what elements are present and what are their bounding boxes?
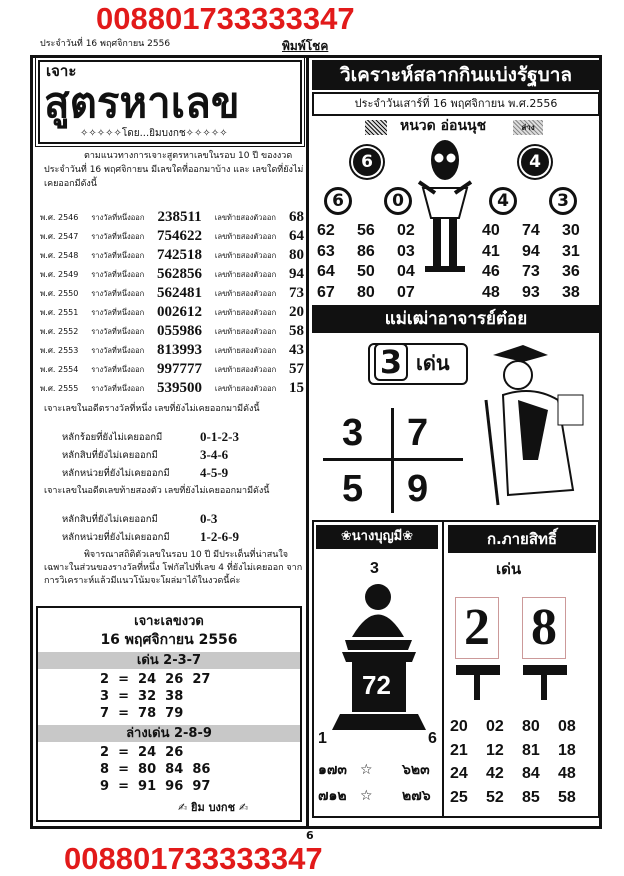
title-box	[38, 60, 302, 144]
tail-number: 43	[289, 342, 304, 358]
missing-first-heading: เจาะเลขในอดีตรางวัลที่หนึ่ง เลขที่ยังไม่เคยออกมามีดังนี้	[44, 404, 260, 414]
tail-number: 80	[289, 247, 304, 263]
number-cell: 07	[397, 283, 415, 301]
number-cell: 30	[562, 222, 580, 239]
signature-name: ยิม บงกช	[191, 801, 236, 814]
number-cell: 48	[558, 765, 576, 782]
table-row	[40, 322, 304, 341]
pagoda-illustration	[330, 582, 430, 732]
tail-label: เลขท้ายสองตัวออก	[214, 345, 277, 355]
table-row	[40, 208, 304, 227]
first-prize: 813993	[157, 342, 203, 358]
prize-label: รางวัลที่หนึ่งออก	[91, 269, 145, 279]
table-row	[40, 284, 304, 303]
missing-row	[62, 446, 302, 464]
star-icon: ☆	[360, 762, 373, 778]
lead-digit: 3	[374, 343, 408, 381]
featured-digit-card: 8	[522, 597, 566, 659]
prize-label: รางวัลที่หนึ่งออก	[91, 231, 145, 241]
missing-value: 3-4-6	[200, 447, 229, 462]
year: พ.ศ. 2554	[40, 365, 79, 374]
circle-digit: 4	[521, 148, 549, 176]
first-prize: 997777	[157, 361, 203, 377]
page-number: 6	[306, 829, 314, 842]
number-cell: 20	[450, 718, 468, 735]
table-row	[40, 227, 304, 246]
tail-label: เลขท้ายสองตัวออก	[214, 307, 277, 317]
cross-digit: 3	[342, 412, 364, 454]
number-cell: 50	[357, 263, 375, 280]
number-cell: 08	[558, 718, 576, 735]
tail-label: เลขท้ายสองตัวออก	[214, 288, 277, 298]
column-divider	[306, 58, 309, 826]
top-band: เด่น 2-3-7	[38, 652, 300, 669]
circle-digit: 4	[489, 187, 517, 215]
missing-value: 0-1-2-3	[200, 429, 239, 444]
table-row	[40, 265, 304, 284]
tail-number: 57	[289, 361, 304, 377]
number-cell: 93	[522, 283, 540, 301]
first-prize: 742518	[157, 247, 203, 263]
bottom-row: 8 = 80 84 86	[100, 762, 211, 777]
missing-row	[62, 464, 302, 482]
missing-value: 0-3	[200, 511, 218, 526]
number-cell: 63	[317, 242, 335, 260]
thai-number: ๒๗๖	[402, 788, 431, 804]
first-prize: 055986	[157, 323, 203, 339]
phone-number-bottom: 008801733333347	[64, 841, 323, 876]
pen-icon: ✍	[178, 801, 192, 814]
stand-icon	[541, 675, 547, 700]
phone-number-top: 008801733333347	[96, 1, 355, 36]
number-cell: 02	[397, 222, 415, 239]
number-cell: 56	[357, 222, 375, 239]
cross-digit: 9	[407, 468, 429, 510]
number-cell: 62	[317, 222, 335, 239]
missing-label: หลักหน่วยที่ยังไม่เคยออกมี	[62, 531, 170, 543]
year: พ.ศ. 2551	[40, 308, 79, 317]
analysis-date: ประจำวันเสาร์ที่ 16 พฤศจิกายน พ.ศ.2556	[312, 92, 600, 116]
missing-label: หลักสิบที่ยังไม่เคยออกมี	[62, 513, 158, 525]
featured-digit-card: 2	[455, 597, 499, 659]
number-cell: 41	[482, 242, 500, 260]
issue-date: ประจำวันที่ 16 พฤศจิกายน 2556	[40, 39, 171, 49]
tail-number: 20	[289, 304, 304, 320]
number-cell: 42	[486, 765, 504, 782]
tail-label: เลขท้ายสองตัวออก	[214, 383, 277, 393]
missing-row	[62, 528, 302, 546]
thai-number: ๗๑๒	[318, 788, 347, 804]
author-name: หนวด อ่อนนุช	[400, 118, 487, 134]
tail-number: 73	[289, 285, 304, 301]
number-cell: 31	[562, 242, 580, 260]
panel-a-title: ❀นางบุญมี❀	[316, 525, 438, 549]
prize-label: รางวัลที่หนึ่งออก	[91, 250, 145, 260]
number-cell: 03	[397, 242, 415, 260]
conclusion-text: พิจารณาสถิติตัวเลขในรอบ 10 ปี มีประเด็นที่น่าสนใจเฉพาะในส่วนของรางวัลที่หนึ่ง โฟกัสไปที่เลข 4 ที่ยังไม่เคยออก จากการวิเคราะห์แล้วมีแนวโน้มจะโผล่มาได้ในงวดนี้ค่ะ	[44, 550, 303, 586]
top-row: 3 = 32 38	[100, 689, 184, 704]
tail-number: 58	[289, 323, 304, 339]
number-cell: 46	[482, 263, 500, 280]
pen-icon: ✍	[235, 801, 249, 814]
number-cell: 36	[562, 263, 580, 280]
cross-digit: 7	[407, 412, 429, 454]
panel-b-label: เด่น	[496, 560, 522, 578]
circle-digit: 6	[324, 187, 352, 215]
number-cell: 24	[450, 765, 468, 782]
number-cell: 38	[562, 283, 580, 301]
prize-label: รางวัลที่หนึ่งออก	[91, 212, 145, 222]
tail-number: 94	[289, 266, 304, 282]
number-cell: 80	[357, 283, 375, 301]
missing-label: หลักสิบที่ยังไม่เคยออกมี	[62, 449, 158, 461]
year: พ.ศ. 2547	[40, 232, 79, 241]
number-cell: 58	[558, 788, 576, 806]
table-row	[40, 341, 304, 360]
prize-label: รางวัลที่หนึ่งออก	[91, 326, 145, 336]
number-cell: 64	[317, 263, 335, 280]
panel-divider	[442, 520, 444, 818]
number-cell: 94	[522, 242, 540, 260]
first-prize: 562481	[157, 285, 203, 301]
missing-label: หลักหน่วยที่ยังไม่เคยออกมี	[62, 467, 170, 479]
analysis-title: วิเคราะห์สลากกินแบ่งรัฐบาล	[312, 60, 600, 90]
number-cell: 48	[482, 283, 500, 301]
prize-label: รางวัลที่หนึ่งออก	[91, 345, 145, 355]
first-prize: 562856	[157, 266, 203, 282]
number-cell: 25	[450, 788, 468, 806]
pagoda-right-digit: 6	[428, 730, 437, 747]
stand-icon	[523, 665, 567, 675]
prize-label: รางวัลที่หนึ่งออก	[91, 307, 145, 317]
prize-label: รางวัลที่หนึ่งออก	[91, 288, 145, 298]
panel-b-title: ก.ภายสิทธิ์	[448, 525, 596, 553]
circle-digit: 6	[353, 148, 381, 176]
table-row	[40, 360, 304, 379]
table-row	[40, 246, 304, 265]
pagoda-center-number: 72	[362, 670, 391, 700]
pagoda-top-digit: 3	[370, 560, 379, 577]
pagoda-left-digit: 1	[318, 730, 327, 747]
box-title: เจาะเลขงวด	[134, 614, 204, 629]
number-cell: 67	[317, 283, 335, 301]
thai-number: ๖๒๓	[402, 762, 430, 778]
year: พ.ศ. 2550	[40, 289, 79, 298]
tail-label: เลขท้ายสองตัวออก	[214, 364, 277, 374]
first-prize: 539500	[157, 380, 203, 396]
number-cell: 02	[486, 718, 504, 735]
number-cell: 85	[522, 788, 540, 806]
tail-number: 68	[289, 209, 304, 225]
hatch-box	[365, 120, 387, 135]
lower-tag: ล่าง	[513, 120, 543, 135]
tail-label: เลขท้ายสองตัวออก	[214, 250, 277, 260]
cartoon-figure-illustration	[415, 138, 475, 276]
prize-label: รางวัลที่หนึ่งออก	[91, 364, 145, 374]
intro-text: ตามแนวทางการเจาะสูตรหาเลขในรอบ 10 ปี ของงวดประจำวันที่ 16 พฤศจิกายน มีเลขใดที่ออกมาบ้าง และ เลขใดที่ยังไม่เคยออกมีดังนี้	[44, 151, 304, 189]
missing-tail-heading: เจาะเลขในอดีตเลขท้ายสองตัว เลขที่ยังไม่เคยออกมามีดังนี้	[44, 486, 270, 496]
tail-number: 15	[289, 380, 304, 396]
tail-number: 64	[289, 228, 304, 244]
tail-label: เลขท้ายสองตัวออก	[214, 269, 277, 279]
box-date: 16 พฤศจิกายน 2556	[100, 632, 238, 648]
top-row: 7 = 78 79	[100, 706, 184, 721]
first-prize: 002612	[157, 304, 203, 320]
bottom-band: ล่างเด่น 2-8-9	[38, 725, 300, 742]
missing-row	[62, 428, 302, 446]
number-cell: 04	[397, 263, 415, 280]
table-row	[40, 303, 304, 322]
top-row: 2 = 24 26 27	[100, 672, 211, 687]
number-cell: 80	[522, 718, 540, 735]
number-cell: 21	[450, 741, 468, 759]
prediction-box	[36, 606, 302, 822]
table-row	[40, 379, 304, 398]
section2-title: แม่เฒ่าอาจารย์ต๋อย	[312, 305, 600, 333]
first-prize: 238511	[157, 209, 202, 225]
thai-number: ๑๗๓	[318, 762, 347, 778]
byline: ✧✧✧✧✧โดย...ยิมบงกช✧✧✧✧✧	[80, 128, 228, 139]
number-cell: 81	[522, 741, 540, 759]
circle-digit: 0	[384, 187, 412, 215]
year: พ.ศ. 2552	[40, 327, 79, 336]
stand-icon	[456, 665, 500, 675]
old-woman-illustration	[478, 340, 593, 510]
year: พ.ศ. 2553	[40, 346, 79, 355]
title-prefix: เจาะ	[46, 62, 77, 80]
number-cell: 86	[357, 242, 375, 260]
number-cell: 74	[522, 222, 540, 239]
signature	[178, 801, 248, 815]
cross-digit: 5	[342, 468, 364, 510]
lead-badge	[368, 343, 468, 385]
tail-label: เลขท้ายสองตัวออก	[214, 212, 276, 222]
year: พ.ศ. 2555	[40, 384, 79, 393]
star-icon: ☆	[360, 788, 373, 804]
missing-value: 1-2-6-9	[200, 529, 239, 544]
number-cell: 18	[558, 741, 576, 759]
first-prize: 754622	[157, 228, 203, 244]
year: พ.ศ. 2548	[40, 251, 79, 260]
number-cell: 73	[522, 263, 540, 280]
lead-label: เด่น	[416, 351, 450, 375]
number-cell: 40	[482, 222, 500, 239]
missing-row	[62, 510, 302, 528]
stand-icon	[474, 675, 480, 700]
publication-name: พิมพ์โชค	[282, 39, 329, 53]
number-cell: 12	[486, 741, 504, 759]
tail-label: เลขท้ายสองตัวออก	[214, 231, 277, 241]
number-cell: 52	[486, 788, 504, 806]
prize-label: รางวัลที่หนึ่งออก	[91, 383, 145, 393]
year: พ.ศ. 2549	[40, 270, 79, 279]
number-cell: 84	[522, 765, 540, 782]
bottom-row: 2 = 24 26	[100, 745, 184, 760]
page-title: สูตรหาเลข	[44, 78, 240, 127]
circle-digit: 3	[549, 187, 577, 215]
cross-vertical	[391, 408, 394, 513]
missing-label: หลักร้อยที่ยังไม่เคยออกมี	[62, 431, 163, 443]
tail-label: เลขท้ายสองตัวออก	[214, 326, 277, 336]
missing-value: 4-5-9	[200, 465, 229, 480]
bottom-row: 9 = 91 96 97	[100, 779, 211, 794]
year: พ.ศ. 2546	[40, 213, 79, 222]
